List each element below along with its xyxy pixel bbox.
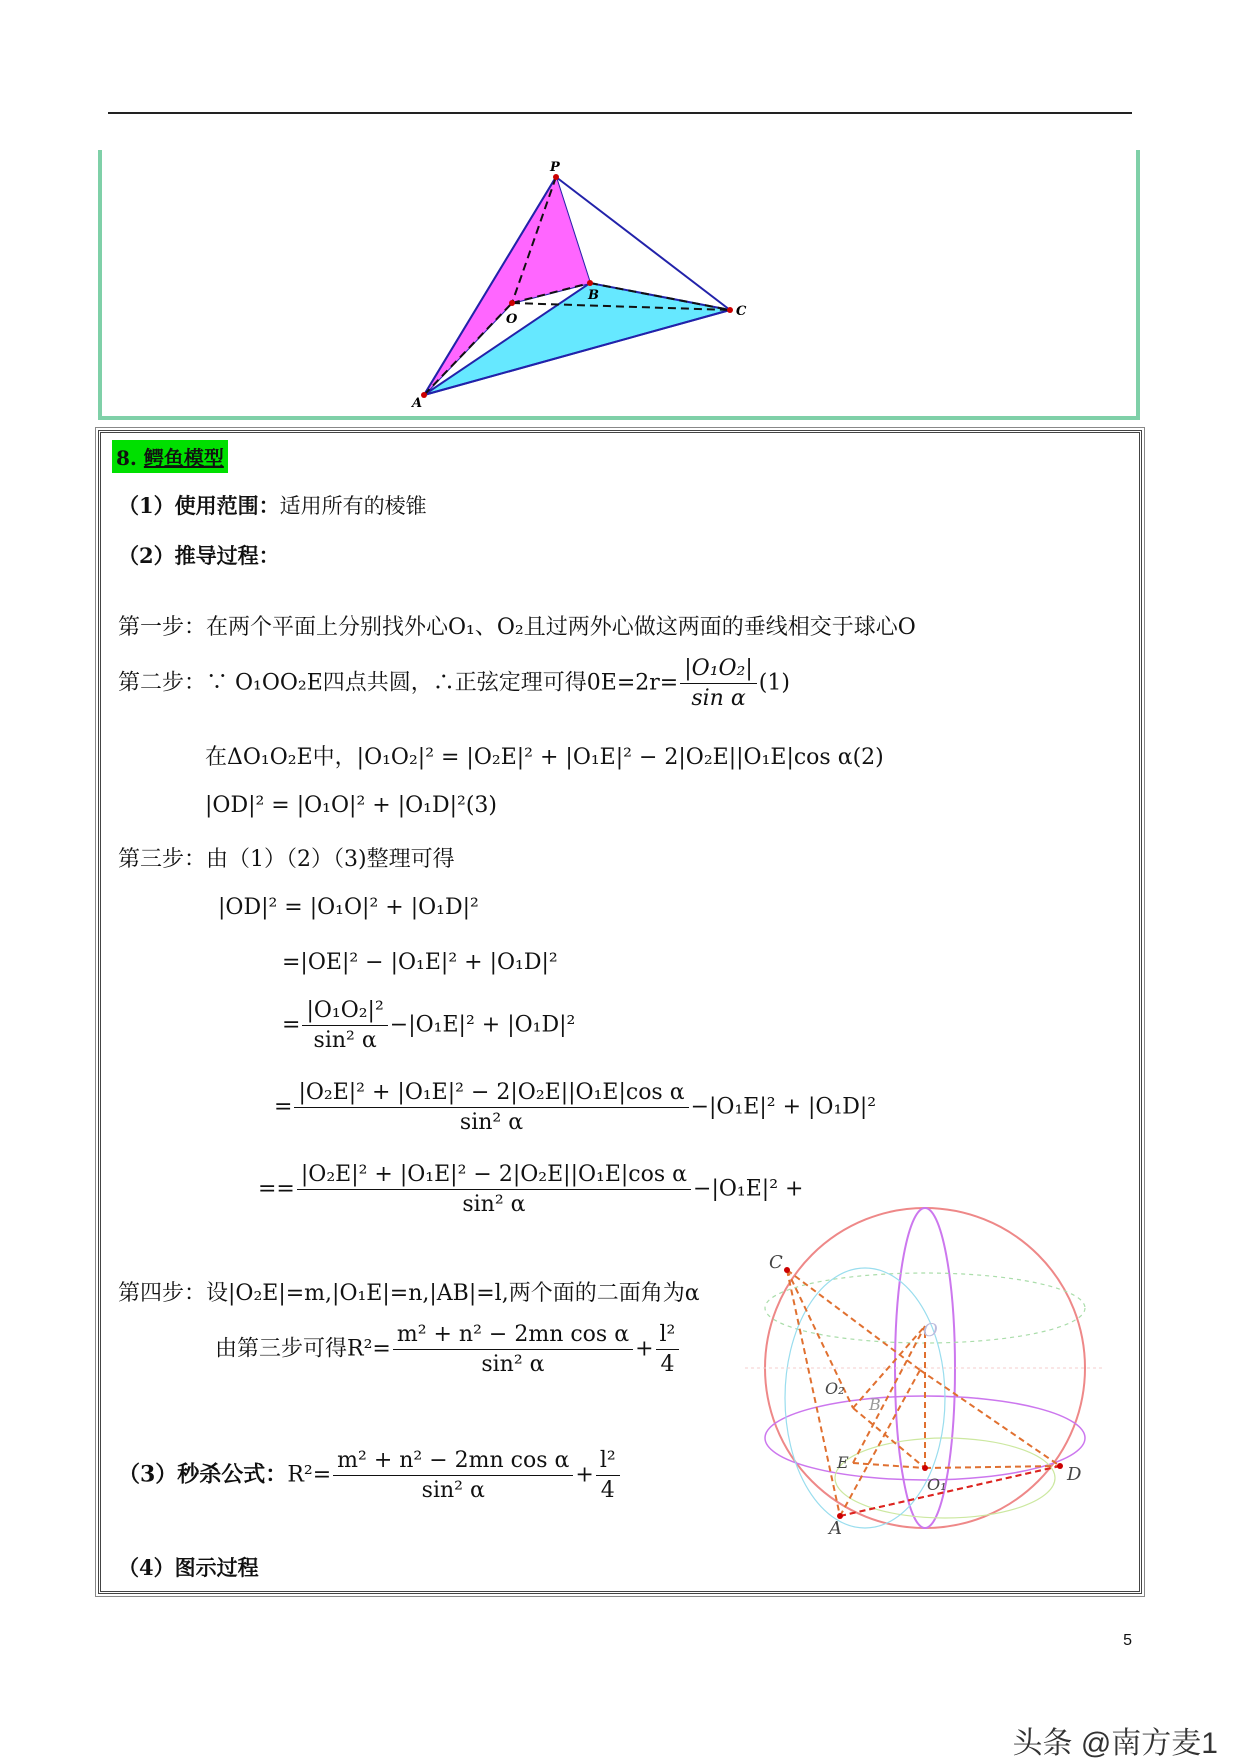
derivation-line-1: |OD|² = |O₁O|² + |O₁D|²	[218, 895, 479, 920]
label-o: O	[506, 312, 518, 327]
usage-range: （1）使用范围：适用所有的棱锥	[118, 493, 427, 518]
tetrahedron-figure	[400, 155, 780, 415]
equation-2: 在ΔO₁O₂E中，|O₁O₂|² = |O₂E|² + |O₁E|² − 2|O₂E||O₁E|cos α(2)	[205, 745, 884, 770]
label-p: P	[550, 160, 560, 175]
step-1: 第一步：在两个平面上分别找外心O₁、O₂且过两外心做这两面的垂线相交于球心O	[118, 615, 916, 640]
label-a: A	[412, 396, 423, 411]
label-d: D	[1067, 1464, 1082, 1485]
label-e: E	[837, 1453, 849, 1472]
label-o2: O₂	[825, 1379, 845, 1398]
step-2: 第二步：∵ O₁OO₂E四点共圆，∴正弦定理可得0E=2r= $\frac{\text{|O₁O₂|}}{\text{sin α}}$ (1)	[118, 656, 790, 711]
derivation-line-3: = $\frac{\text{|O₁O₂|²}}{\text{sin² α}}$ −|O₁E|² + |O₁D|²	[282, 998, 576, 1053]
label-b: B	[869, 1395, 881, 1414]
label-a: A	[829, 1518, 842, 1538]
label-b: B	[588, 288, 599, 303]
section-title: 8. 鳄鱼模型	[112, 440, 228, 473]
step-3: 第三步：由（1）（2）（3)整理可得	[118, 847, 455, 872]
illustration-heading: （4）图示过程	[118, 1555, 259, 1580]
label-o: O	[923, 1320, 938, 1341]
step-4-formula: 由第三步可得R²= $\frac{\text{m² + n² − 2mn cos α}}{\text{sin² α}}$ + $\frac{\text{l²}}{4}$	[215, 1322, 681, 1377]
derivation-line-5: == $\frac{\text{|O₂E|² + |O₁E|² − 2|O₂E||O₁E|cos α}}{\text{sin² α}}$ −|O₁E|² +	[258, 1162, 804, 1217]
quick-formula: （3）秒杀公式：R²= $\frac{\text{m² + n² − 2mn cos α}}{\text{sin² α}}$ + $\frac{\text{l²}}{4}$	[118, 1448, 622, 1503]
step-4: 第四步：设|O₂E|=m,|O₁E|=n,|AB|=l,两个面的二面角为α	[118, 1281, 700, 1306]
label-o1: O₁	[927, 1475, 947, 1494]
derivation-line-4: = $\frac{\text{|O₂E|² + |O₁E|² − 2|O₂E||O₁E|cos α}}{\text{sin² α}}$ −|O₁E|² + |O₁D|²	[274, 1080, 877, 1135]
sphere-figure	[745, 1198, 1105, 1538]
label-c: C	[769, 1252, 783, 1273]
label-c: C	[736, 304, 747, 319]
equation-3: |OD|² = |O₁O|² + |O₁D|²(3)	[205, 793, 497, 818]
derivation-line-2: =|OE|² − |O₁E|² + |O₁D|²	[282, 950, 558, 975]
watermark: 头条 @南方麦1	[1012, 1727, 1218, 1760]
derivation-heading: （2）推导过程：	[118, 543, 280, 568]
page-number: 5	[1123, 1632, 1132, 1649]
header-rule	[108, 112, 1132, 114]
